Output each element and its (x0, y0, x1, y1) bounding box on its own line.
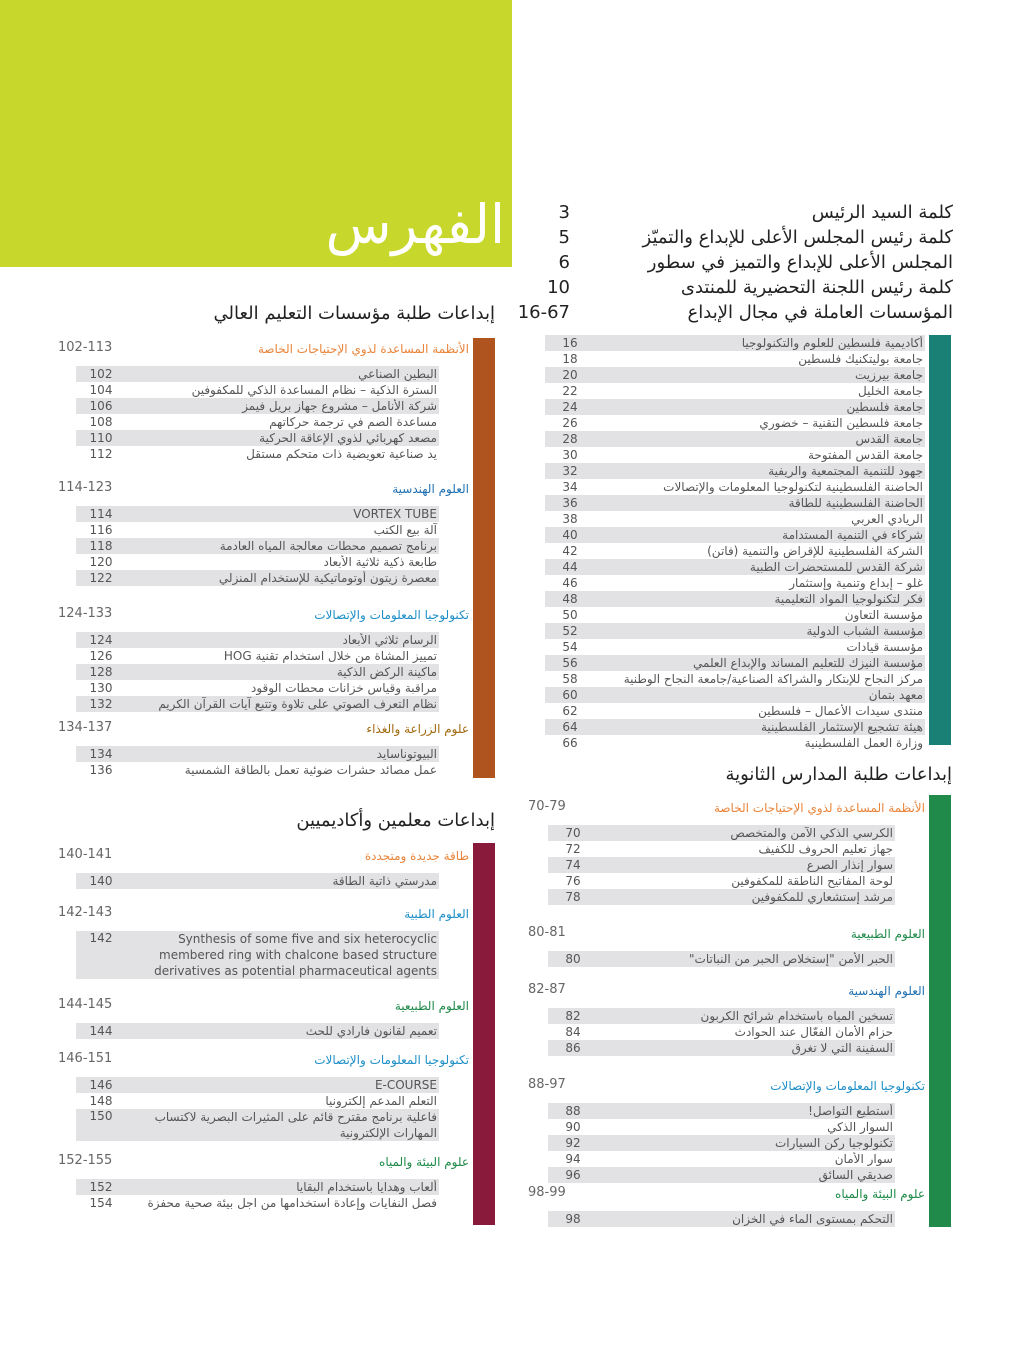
intro-text: المجلس الأعلى للإبداع والتميز في سطور (647, 252, 953, 273)
group-range: 114-123 (58, 480, 113, 495)
item-page: 84 (565, 1025, 581, 1039)
item-text: Synthesis of some five and six heterocyclic membered ring with chalcone based structure derivatives as potential pharmaceutical agents (154, 932, 437, 978)
item-text: تمييز المشاة من خلال استخدام تقنية HOG (223, 649, 437, 663)
item-text: التعلم المدعم إلكترونيا (325, 1094, 437, 1108)
group-label: علوم الزراعة والغذاء (366, 722, 469, 736)
item-page: 50 (562, 608, 578, 622)
list-item[interactable] (545, 687, 925, 703)
intro-page: 5 (558, 227, 570, 248)
group-items (76, 632, 439, 712)
item-page: 20 (562, 368, 578, 382)
item-text: جامعة بوليتكنيك فلسطين (798, 352, 923, 366)
item-text: E-COURSE (374, 1078, 437, 1092)
item-page: 92 (565, 1136, 581, 1150)
list-item[interactable] (548, 1103, 895, 1119)
item-text: شركاء في التنمية المستدامة (782, 528, 923, 542)
section-bar (473, 843, 495, 1225)
item-page: 118 (89, 539, 113, 553)
group-label: العلوم الطبية (404, 907, 469, 921)
group-label: تكنولوجيا المعلومات والإتصالات (314, 608, 469, 622)
item-text: مؤسسة قيادات (846, 640, 923, 654)
group-label: طاقة جديدة ومتجددة (364, 849, 469, 863)
list-item[interactable] (545, 671, 925, 687)
list-item[interactable] (545, 527, 925, 543)
item-text: لوحة المفاتيح الناطقة للمكفوفين (731, 874, 893, 888)
list-item[interactable] (76, 664, 439, 680)
group-label: علوم البيئة والمياه (379, 1155, 469, 1169)
group-header (528, 799, 925, 819)
list-item[interactable] (545, 431, 925, 447)
group-range: 152-155 (58, 1153, 113, 1168)
item-text: مساعدة الصم في ترجمة حركاتهم (269, 415, 437, 429)
group-items (548, 1008, 895, 1056)
item-page: 130 (89, 681, 113, 695)
list-item[interactable] (545, 367, 925, 383)
group-label: العلوم الطبيعية (394, 999, 469, 1013)
group-range: 80-81 (528, 925, 566, 940)
item-text: جامعة الخليل (858, 384, 923, 398)
list-item[interactable] (548, 1135, 895, 1151)
group-label: علوم البيئة والمياه (835, 1187, 925, 1201)
item-page: 112 (89, 447, 113, 461)
item-text: عمل مصائد حشرات ضوئية تعمل بالطاقة الشمسية (184, 763, 437, 777)
item-page: 124 (89, 633, 113, 647)
item-text: مؤسسة الشباب الدولية (806, 624, 923, 638)
list-item[interactable] (545, 575, 925, 591)
item-page: 90 (565, 1120, 581, 1134)
item-text: الريادي العربي (851, 512, 923, 526)
list-item[interactable] (76, 680, 439, 696)
item-page: 106 (89, 399, 113, 413)
list-item[interactable] (76, 1179, 439, 1195)
list-item[interactable] (76, 632, 439, 648)
group-header (58, 997, 469, 1017)
item-page: 114 (89, 507, 113, 521)
item-page: 132 (89, 697, 113, 711)
item-text: منتدى سيدات الأعمال – فلسطين (758, 704, 923, 718)
list-item[interactable] (76, 873, 439, 889)
list-item[interactable] (76, 648, 439, 664)
group-items (548, 951, 895, 967)
group-items (76, 931, 439, 979)
list-item[interactable] (76, 430, 439, 446)
item-text: فكر لتكنولوجيا المواد التعليمية (774, 592, 923, 606)
list-item[interactable] (548, 1008, 895, 1024)
group-items (76, 366, 439, 462)
item-text: صديقي السائق (818, 1168, 893, 1182)
item-page: 36 (562, 496, 578, 510)
list-item[interactable] (545, 735, 925, 751)
item-page: 52 (562, 624, 578, 638)
item-page: 80 (565, 952, 581, 966)
group-header (58, 847, 469, 867)
item-text: شركة القدس للمستحضرات الطبية (749, 560, 923, 574)
item-text: السفينة التي لا تغرق (791, 1041, 893, 1055)
list-item[interactable] (548, 1151, 895, 1167)
intro-text: كلمة رئيس اللجنة التحضيرية للمنتدى (680, 277, 953, 298)
group-range: 146-151 (58, 1051, 113, 1066)
item-page: 18 (562, 352, 578, 366)
item-page: 16 (562, 336, 578, 350)
item-text: طابعة ذكية ثلاثية الأبعاد (323, 555, 437, 569)
list-item[interactable] (545, 719, 925, 735)
item-text: جامعة فلسطين التقنية – خضوري (759, 416, 923, 430)
intro-text: كلمة السيد الرئيس (811, 202, 953, 223)
list-item[interactable] (76, 414, 439, 430)
list-item[interactable] (76, 522, 439, 538)
item-page: 126 (89, 649, 113, 663)
item-text: آلة بيع الكتب (373, 523, 437, 537)
group-range: 98-99 (528, 1185, 566, 1200)
group-label: تكنولوجيا المعلومات والإتصالات (314, 1053, 469, 1067)
item-page: 42 (562, 544, 578, 558)
item-page: 32 (562, 464, 578, 478)
item-page: 44 (562, 560, 578, 574)
item-text: معصرة زيتون أوتوماتيكية للإستخدام المنزلي (218, 571, 437, 585)
item-text: جامعة بيرزيت (854, 368, 923, 382)
list-item[interactable] (76, 554, 439, 570)
item-page: 58 (562, 672, 578, 686)
item-page: 128 (89, 665, 113, 679)
item-text: فاعلية برنامج مقترح قائم على المثيرات البصرية لاكتساب المهارات الإلكترونية (154, 1110, 437, 1140)
group-header (58, 905, 469, 925)
item-page: 24 (562, 400, 578, 414)
item-text: جامعة فلسطين (846, 400, 923, 414)
item-page: 146 (89, 1078, 113, 1092)
item-text: السوار الذكي (827, 1120, 893, 1134)
item-text: تعميم لقانون فارادي للحث (305, 1024, 437, 1038)
list-item[interactable] (545, 399, 925, 415)
item-text: تكنولوجيا ركن السيارات (774, 1136, 893, 1150)
group-items (76, 1179, 439, 1211)
list-item[interactable] (76, 696, 439, 712)
list-item[interactable] (76, 506, 439, 522)
list-item[interactable] (545, 591, 925, 607)
list-item[interactable] (76, 1093, 439, 1109)
item-page: 152 (89, 1180, 113, 1194)
list-item[interactable] (76, 1195, 439, 1211)
group-range: 82-87 (528, 982, 566, 997)
list-item[interactable] (545, 543, 925, 559)
group-range: 140-141 (58, 847, 113, 862)
item-page: 104 (89, 383, 113, 397)
institutions-list (545, 335, 925, 751)
list-item[interactable] (545, 623, 925, 639)
group-label: تكنولوجيا المعلومات والإتصالات (770, 1079, 925, 1093)
list-item[interactable] (548, 873, 895, 889)
list-item[interactable] (76, 538, 439, 554)
item-page: 46 (562, 576, 578, 590)
list-item[interactable] (545, 559, 925, 575)
item-text: سوار الأمان (834, 1152, 893, 1166)
item-page: 102 (89, 367, 113, 381)
list-item[interactable] (545, 351, 925, 367)
group-header (58, 1051, 469, 1071)
item-text: ألعاب وهدايا باستخدام البقايا (296, 1180, 437, 1194)
intro-row[interactable] (510, 275, 955, 300)
item-text: هيئة تشجيع الإستثمار الفلسطينية (761, 720, 923, 734)
item-text: جامعة القدس المفتوحة (807, 448, 923, 462)
item-page: 122 (89, 571, 113, 585)
item-page: 78 (565, 890, 581, 904)
item-page: 28 (562, 432, 578, 446)
list-item[interactable] (548, 1119, 895, 1135)
item-text: تسخين المياه باستخدام شرائح الكربون (700, 1009, 893, 1023)
list-item[interactable] (545, 655, 925, 671)
group-items (76, 1023, 439, 1039)
item-text: أستطيع التواصل! (808, 1104, 893, 1118)
item-text: الحاضنة الفلسطينية لتكنولوجيا المعلومات والإتصالات (663, 480, 923, 494)
item-page: 108 (89, 415, 113, 429)
item-page: 30 (562, 448, 578, 462)
item-text: أكاديمية فلسطين للعلوم والتكنولوجيا (741, 336, 923, 350)
item-page: 74 (565, 858, 581, 872)
item-text: وزارة العمل الفلسطينية (804, 736, 923, 750)
item-page: 48 (562, 592, 578, 606)
list-item[interactable] (545, 607, 925, 623)
list-item[interactable] (545, 511, 925, 527)
item-page: 72 (565, 842, 581, 856)
group-range: 88-97 (528, 1077, 566, 1092)
group-header (58, 480, 469, 500)
group-header (528, 925, 925, 945)
group-header (58, 720, 469, 740)
list-item[interactable] (545, 639, 925, 655)
group-range: 70-79 (528, 799, 566, 814)
item-page: 134 (89, 747, 113, 761)
group-header (528, 1185, 925, 1205)
group-items (76, 746, 439, 778)
list-item[interactable] (76, 746, 439, 762)
item-page: 64 (562, 720, 578, 734)
list-item[interactable] (545, 463, 925, 479)
list-item[interactable] (548, 889, 895, 905)
item-page: 76 (565, 874, 581, 888)
item-text: الشركة الفلسطينية للإقراض والتنمية (فاتن) (707, 544, 923, 558)
item-text: التحكم بمستوى الماء في الخزان (732, 1212, 893, 1226)
list-item[interactable] (548, 1211, 895, 1227)
item-page: 96 (565, 1168, 581, 1182)
item-text: مراقبة وقياس خزانات محطات الوقود (251, 681, 437, 695)
group-header (528, 1077, 925, 1097)
secondary-section (528, 795, 951, 1227)
item-page: 34 (562, 480, 578, 494)
item-text: الرسام ثلاثي الأبعاد (342, 633, 437, 647)
item-page: 54 (562, 640, 578, 654)
item-text: مؤسسة التعاون (844, 608, 923, 622)
item-text: الحبر الأمن "إستخلاص الحبر من النباتات" (689, 952, 893, 966)
item-text: السترة الذكية – نظام المساعدة الذكي للمكفوفين (191, 383, 437, 397)
item-text: مؤسسة النيزك للتعليم المساند والإبداع العلمي (693, 656, 923, 670)
item-page: 66 (562, 736, 578, 750)
item-page: 94 (565, 1152, 581, 1166)
item-page: 120 (89, 555, 113, 569)
item-text: جهود للتنمية المجتمعية والريفية (768, 464, 923, 478)
item-page: 70 (565, 826, 581, 840)
item-text: ماكينة الركض الذكية (336, 665, 437, 679)
list-item[interactable] (76, 1077, 439, 1093)
item-text: VORTEX TUBE (353, 507, 437, 521)
item-page: 38 (562, 512, 578, 526)
list-item[interactable] (545, 495, 925, 511)
higher-ed-section (58, 338, 495, 778)
intro-list (510, 200, 955, 325)
item-text: جهاز تعليم الحروف للكفيف (758, 842, 893, 856)
section-bar (929, 335, 951, 745)
group-items (76, 873, 439, 889)
item-text: معهد بتمان (868, 688, 923, 702)
item-page: 110 (89, 431, 113, 445)
item-text: الكرسي الذكي الآمن والمتخصص (730, 826, 893, 840)
item-page: 22 (562, 384, 578, 398)
intro-text: المؤسسات العاملة في مجال الإبداع (687, 302, 953, 323)
item-page: 116 (89, 523, 113, 537)
teachers-section (58, 843, 495, 1225)
item-page: 82 (565, 1009, 581, 1023)
group-label: الأنظمة المساعدة لذوي الإحتياجات الخاصة (713, 801, 925, 815)
list-item[interactable] (545, 447, 925, 463)
group-header (58, 606, 469, 626)
group-range: 144-145 (58, 997, 113, 1012)
group-items (76, 1077, 439, 1141)
item-page: 144 (89, 1024, 113, 1038)
item-text: مدرستي ذاتية الطاقة (332, 874, 437, 888)
item-text: مصعد كهربائي لذوي الإعاقة الحركية (259, 431, 437, 445)
group-range: 124-133 (58, 606, 113, 621)
list-item[interactable] (76, 931, 439, 979)
intro-row[interactable] (510, 225, 955, 250)
list-item[interactable] (545, 703, 925, 719)
item-text: سوار إنذار الصرع (806, 858, 893, 872)
item-text: حزام الأمان الفعّال عند الحوادث (734, 1025, 893, 1039)
list-item[interactable] (76, 366, 439, 382)
item-text: جامعة القدس (855, 432, 923, 446)
list-item[interactable] (76, 398, 439, 414)
list-item[interactable] (545, 415, 925, 431)
group-header (528, 982, 925, 1002)
intro-row[interactable] (510, 250, 955, 275)
list-item[interactable] (548, 951, 895, 967)
item-page: 40 (562, 528, 578, 542)
secondary-title: إبداعات طلبة المدارس الثانوية (725, 764, 952, 785)
list-item[interactable] (545, 335, 925, 351)
item-page: 88 (565, 1104, 581, 1118)
list-item[interactable] (548, 825, 895, 841)
item-text: فصل النفايات وإعادة استخدامها من اجل بيئة صحية محفزة (147, 1196, 437, 1210)
list-item[interactable] (76, 570, 439, 586)
intro-page: 3 (558, 202, 570, 223)
intro-row[interactable] (510, 300, 955, 325)
item-page: 86 (565, 1041, 581, 1055)
item-text: برنامج تصميم محطات معالجة المياه العادمة (219, 539, 437, 553)
item-page: 154 (89, 1196, 113, 1210)
list-item[interactable] (76, 446, 439, 462)
item-text: يد صناعية تعويضية ذات متحكم مستقل (246, 447, 437, 461)
intro-page: 16-67 (517, 302, 570, 323)
item-text: الحاضنة الفلسطينية للطاقة (788, 496, 923, 510)
page-title: الفهرس (325, 193, 505, 256)
item-page: 56 (562, 656, 578, 670)
item-text: مرشد إستشعاري للمكفوفين (751, 890, 893, 904)
group-label: العلوم الهندسية (848, 984, 925, 998)
group-header (58, 340, 469, 360)
item-text: مركز النجاح للإبتكار والشراكة الصناعية/جامعة النجاح الوطنية (623, 672, 923, 686)
list-item[interactable] (548, 857, 895, 873)
list-item[interactable] (76, 762, 439, 778)
group-items (76, 506, 439, 586)
list-item[interactable] (548, 1024, 895, 1040)
teachers-title: إبداعات معلمين وأكاديميين (296, 810, 495, 831)
group-label: العلوم الهندسية (392, 482, 469, 496)
list-item[interactable] (545, 383, 925, 399)
higher-ed-title: إبداعات طلبة مؤسسات التعليم العالي (213, 303, 495, 324)
item-text: البطين الصناعي (358, 367, 437, 381)
list-item[interactable] (76, 1109, 439, 1141)
list-item[interactable] (548, 1167, 895, 1183)
institutions-section (545, 335, 951, 750)
section-bar (473, 338, 495, 778)
item-text: شركة الأنامل – مشروع جهاز بريل فيمز (242, 399, 437, 413)
item-page: 26 (562, 416, 578, 430)
item-page: 136 (89, 763, 113, 777)
item-text: البيوتوناسايد (376, 747, 437, 761)
item-text: نظام التعرف الصوتي على تلاوة وتتبع آيات القرآن الكريم (158, 697, 437, 711)
section-bar (929, 795, 951, 1227)
group-items (548, 1211, 895, 1227)
list-item[interactable] (76, 1023, 439, 1039)
intro-row[interactable] (510, 200, 955, 225)
item-page: 98 (565, 1212, 581, 1226)
item-page: 140 (89, 874, 113, 888)
item-page: 142 (89, 931, 113, 945)
item-page: 150 (89, 1109, 113, 1123)
group-range: 102-113 (58, 340, 113, 355)
item-text: غلو – إبداع وتنمية وإستثمار (789, 576, 923, 590)
intro-page: 10 (547, 277, 570, 298)
list-item[interactable] (76, 382, 439, 398)
list-item[interactable] (545, 479, 925, 495)
group-label: العلوم الطبيعية (850, 927, 925, 941)
group-items (548, 825, 895, 905)
intro-page: 6 (558, 252, 570, 273)
group-header (58, 1153, 469, 1173)
item-page: 62 (562, 704, 578, 718)
list-item[interactable] (548, 841, 895, 857)
group-range: 142-143 (58, 905, 113, 920)
item-page: 148 (89, 1094, 113, 1108)
group-range: 134-137 (58, 720, 113, 735)
list-item[interactable] (548, 1040, 895, 1056)
intro-text: كلمة رئيس المجلس الأعلى للإبداع والتميّز (642, 227, 953, 248)
group-items (548, 1103, 895, 1183)
item-page: 60 (562, 688, 578, 702)
group-label: الأنظمة المساعدة لذوي الإحتياجات الخاصة (257, 342, 469, 356)
